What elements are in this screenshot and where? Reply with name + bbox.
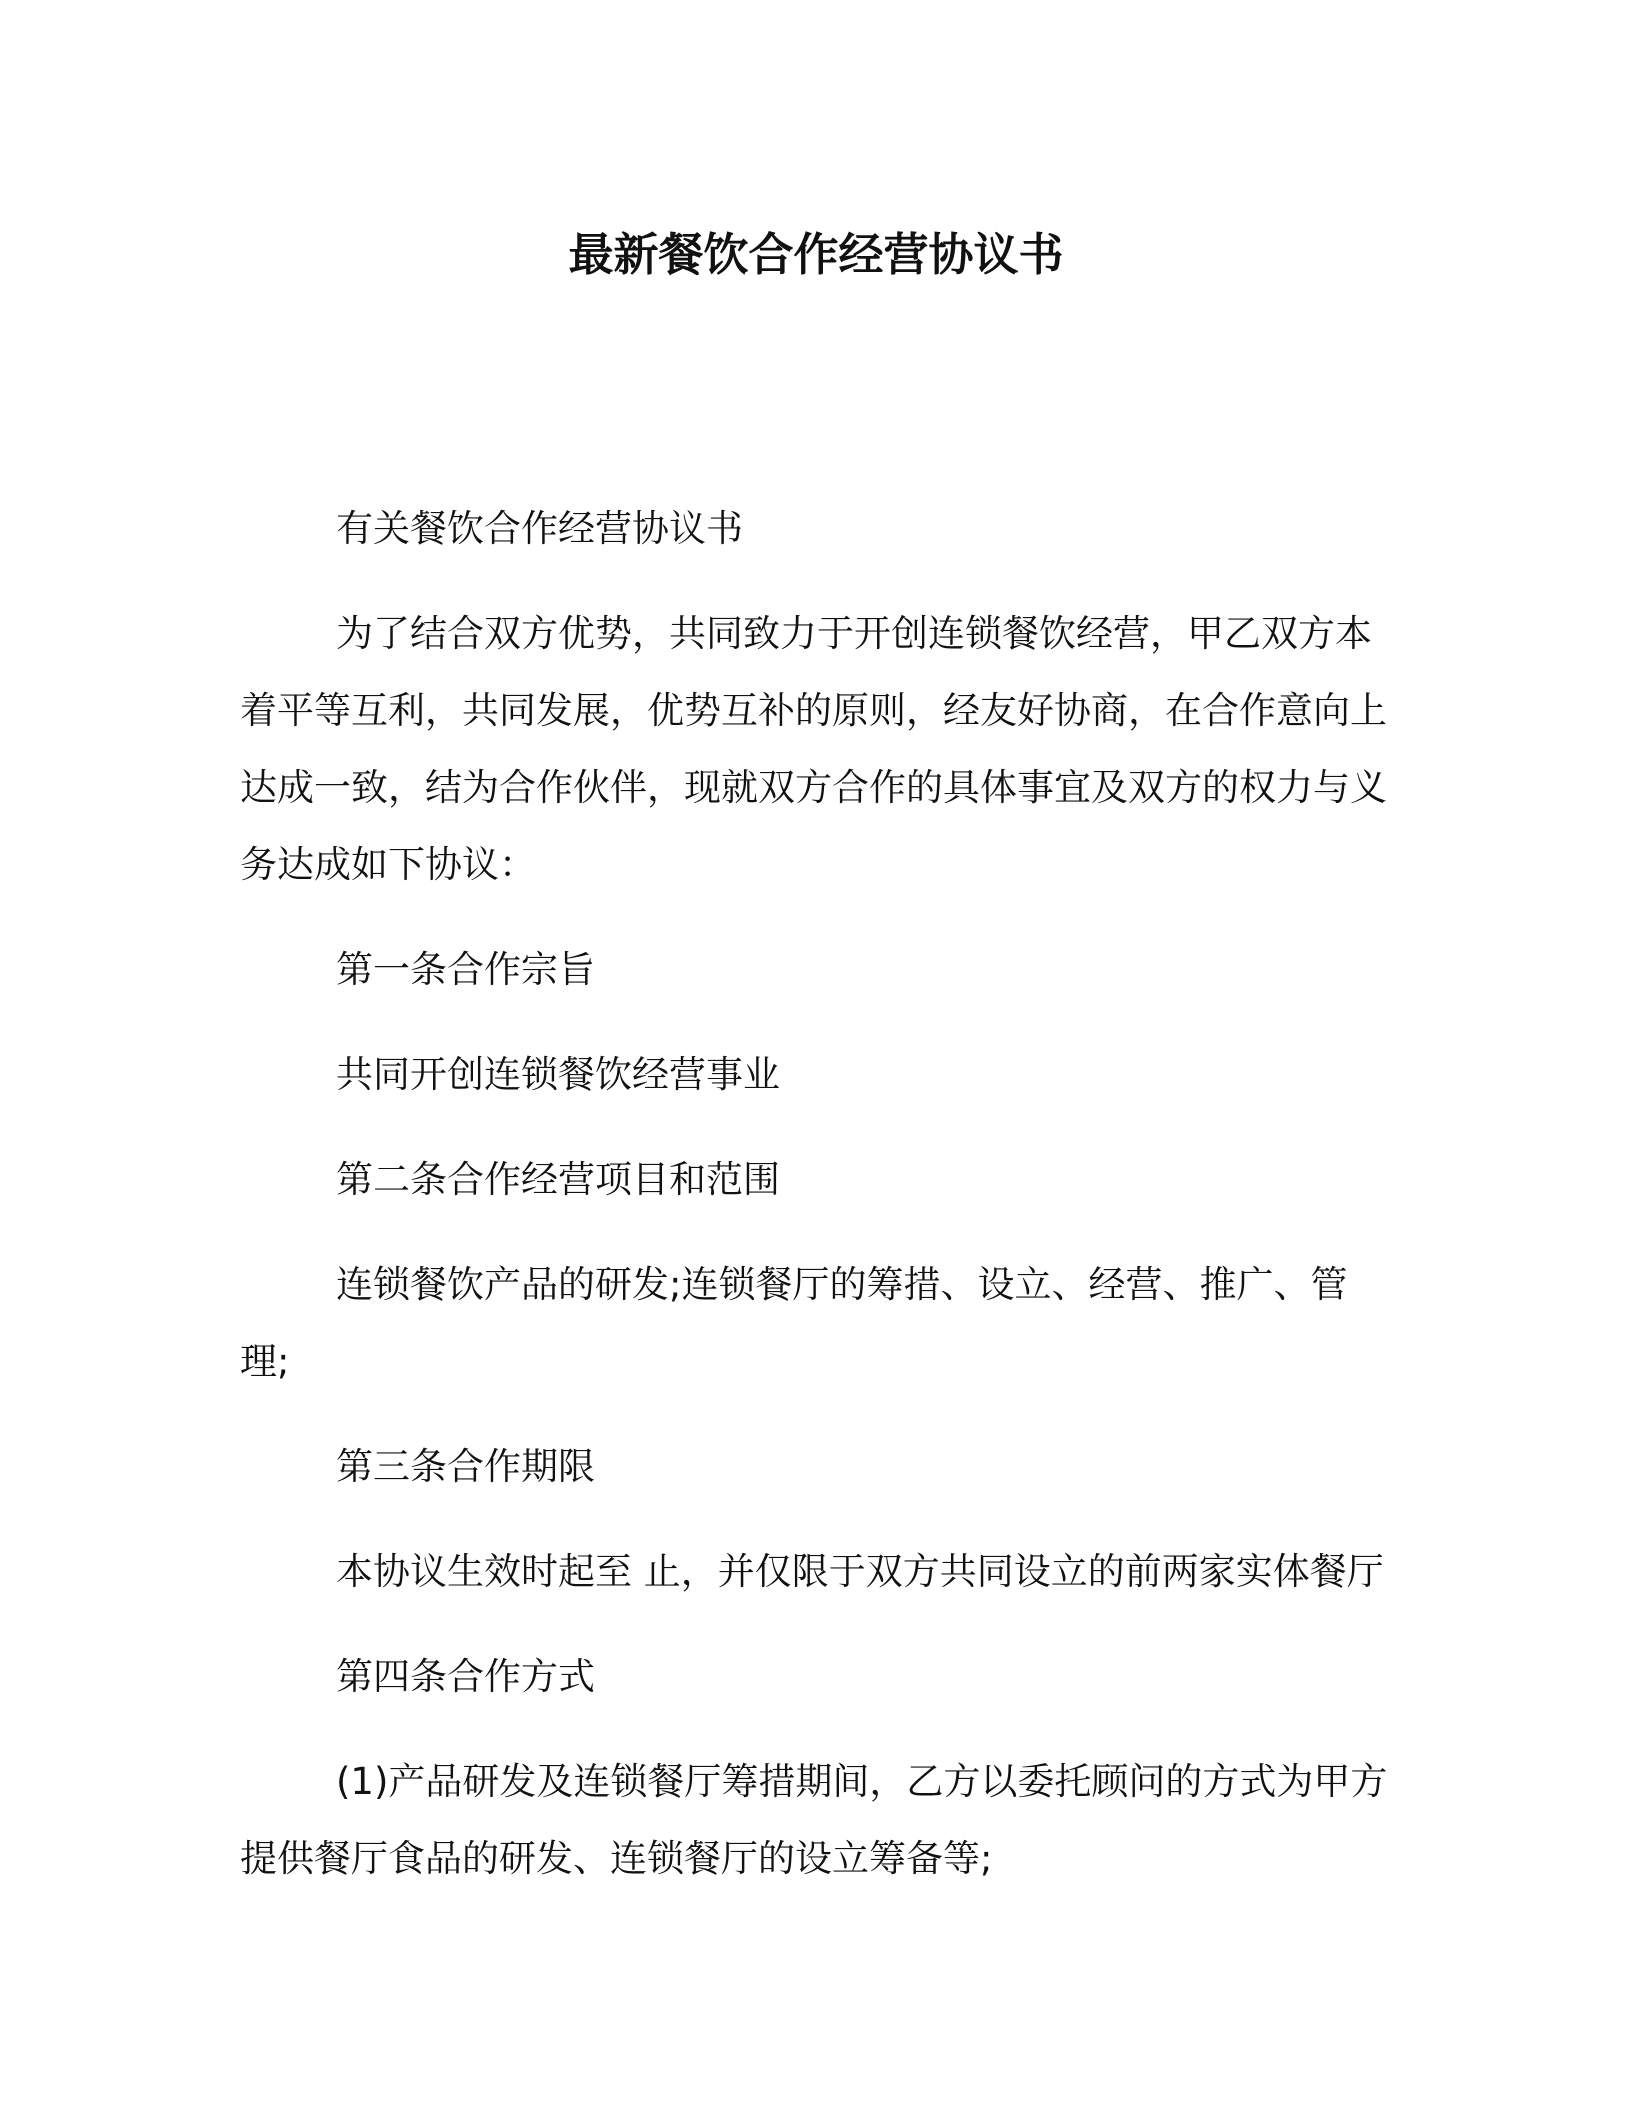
paragraph-subtitle: 有关餐饮合作经营协议书: [336, 507, 743, 550]
article-4-heading: 第四条合作方式: [336, 1655, 595, 1698]
article-4-item-1: (1)产品研发及连锁餐厅筹措期间，乙方以委托顾问的方式为甲方提供餐厅食品的研发、连锁餐厅的设立筹备等;: [240, 1760, 1388, 1880]
paragraph-preamble: 为了结合双方优势，共同致力于开创连锁餐饮经营，甲乙双方本着平等互利，共同发展，优势互补的原则，经友好协商，在合作意向上达成一致，结为合作伙伴，现就双方合作的具体事宜及双方的权力与义务达成如下协议：: [240, 612, 1387, 886]
article-2-body: 连锁餐饮产品的研发;连锁餐厅的筹措、设立、经营、推广、管理;: [240, 1263, 1348, 1383]
article-1-body: 共同开创连锁餐饮经营事业: [336, 1053, 780, 1096]
article-2-heading: 第二条合作经营项目和范围: [336, 1158, 780, 1201]
article-3-heading: 第三条合作期限: [336, 1445, 595, 1488]
document-body: [240, 490, 1390, 1925]
article-3-body: 本协议生效时起至 止，并仅限于双方共同设立的前两家实体餐厅: [336, 1550, 1384, 1593]
article-1-heading: 第一条合作宗旨: [336, 948, 595, 991]
document-title: 最新餐饮合作经营协议书: [568, 228, 1064, 281]
